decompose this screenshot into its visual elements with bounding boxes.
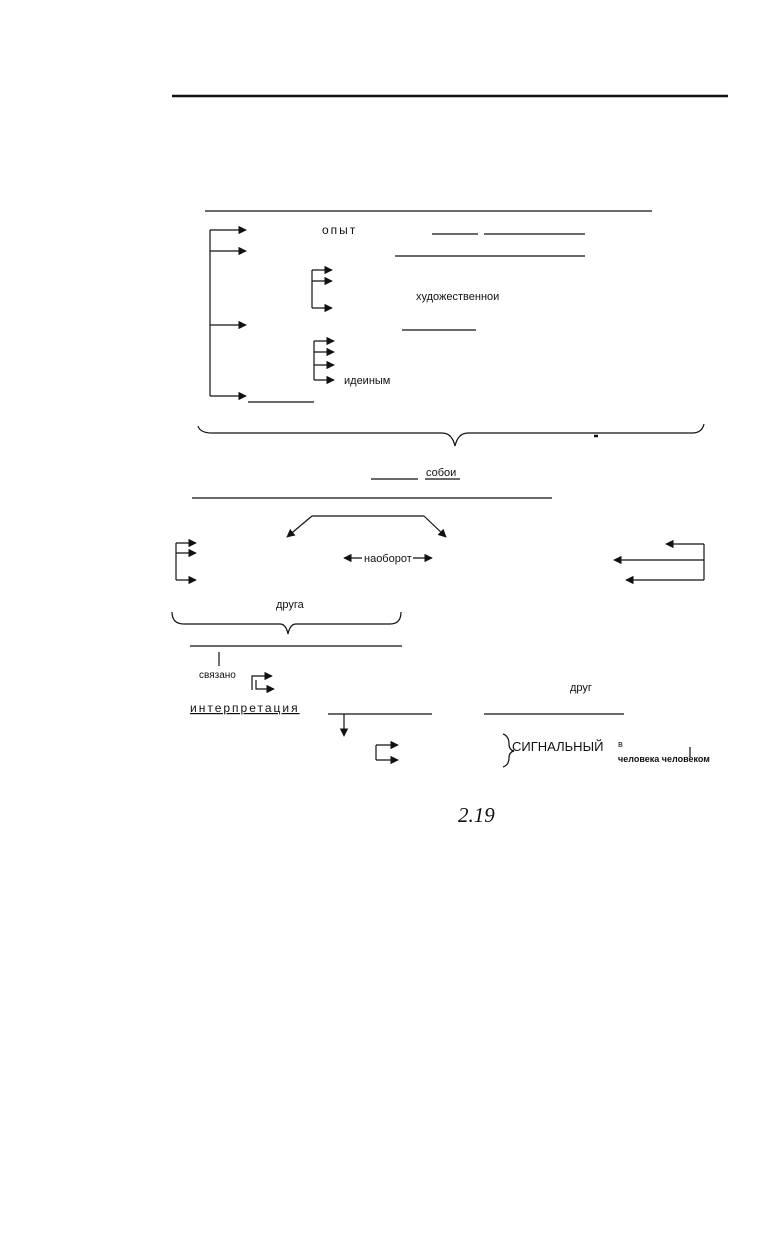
figure-caption: 2.19 <box>458 803 495 827</box>
label-drug: друг <box>570 682 592 694</box>
label-interpretatsiya: интерпретация <box>190 701 300 715</box>
label-ideinym: идеиным <box>344 375 391 387</box>
svyazano-arrow-b <box>256 680 274 689</box>
label-soboi: собои <box>426 467 457 479</box>
label-svyazano: связано <box>199 670 236 681</box>
fork-arrow-right <box>424 516 446 537</box>
label-v: в <box>618 739 623 749</box>
label-druga: друга <box>276 599 304 611</box>
label-chelovekom: человека человеком <box>618 754 710 764</box>
lower-brace <box>172 612 401 634</box>
label-naoborot: наоборот <box>364 553 412 565</box>
svyazano-arrow-a <box>252 676 272 690</box>
label-signalnyi: СИГНАЛЬНЫЙ <box>512 739 604 754</box>
label-opyt: опыт <box>322 223 358 237</box>
wide-brace <box>198 424 704 446</box>
fork-arrow-left <box>287 516 312 537</box>
label-khudozhestvennoi: художественнои <box>416 291 500 303</box>
